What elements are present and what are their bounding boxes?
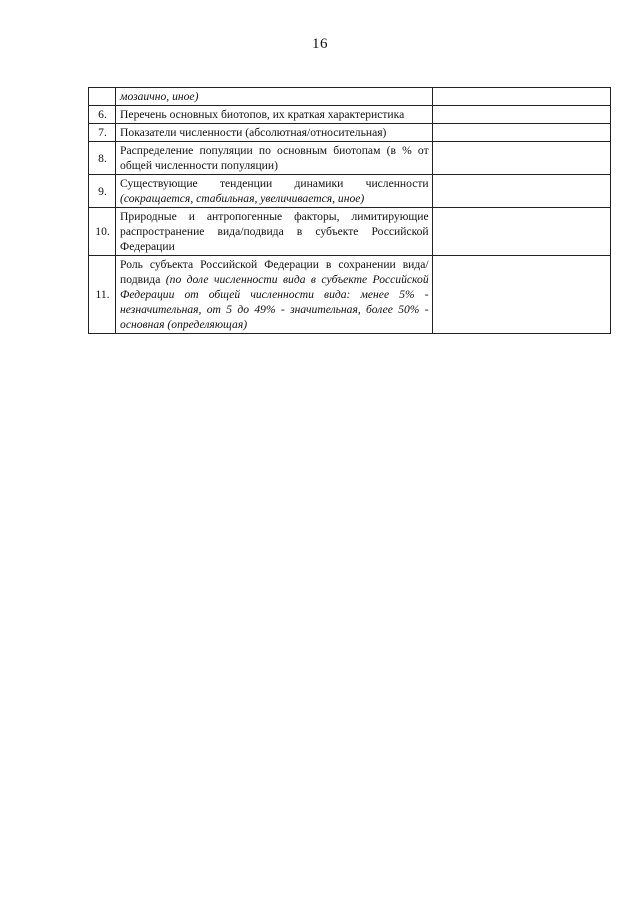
description-note: мозаично, иное) (120, 90, 199, 103)
row-number: 7. (89, 124, 116, 142)
row-description (116, 106, 433, 124)
description-text: Показатели численности (абсолютная/относительная) (120, 126, 387, 139)
species-info-table (88, 87, 611, 334)
row-description (116, 124, 433, 142)
row-description (116, 208, 433, 256)
description-note: (по доле численности вида в субъекте Российской Федерации от общей численности вида: менее 5% - незначительная, от 5 до 49% - значительная, более 50% - основная (определяющая) (120, 273, 429, 331)
row-number: 6. (89, 106, 116, 124)
row-value-cell (432, 256, 610, 334)
table-row (89, 88, 611, 106)
row-value-cell (432, 88, 610, 106)
page-number: 16 (312, 36, 328, 52)
row-value-cell (432, 124, 610, 142)
row-description (116, 175, 433, 208)
description-text: Роль субъекта Российской Федерации в сохранении вида/подвида (120, 258, 429, 286)
table-row (89, 256, 611, 334)
row-number (89, 88, 116, 106)
table-row (89, 142, 611, 175)
description-text: Природные и антропогенные факторы, лимитирующие распространение вида/подвида в субъекте Российской Федерации (120, 210, 429, 253)
row-description (116, 142, 433, 175)
table-row (89, 175, 611, 208)
table-row (89, 208, 611, 256)
row-value-cell (432, 208, 610, 256)
row-number: 10. (89, 208, 116, 256)
row-value-cell (432, 142, 610, 175)
table-row (89, 124, 611, 142)
description-text: Перечень основных биотопов, их краткая характеристика (120, 108, 405, 121)
row-description (116, 256, 433, 334)
row-value-cell (432, 106, 610, 124)
table-body (89, 88, 611, 334)
row-number: 11. (89, 256, 116, 334)
description-note: (сокращается, стабильная, увеличивается, иное) (120, 192, 365, 205)
row-number: 9. (89, 175, 116, 208)
row-number: 8. (89, 142, 116, 175)
row-description (116, 88, 433, 106)
description-text: Распределение популяции по основным биотопам (в % от общей численности популяции) (120, 144, 429, 172)
row-value-cell (432, 175, 610, 208)
description-text: Существующие тенденции динамики численности (120, 177, 429, 190)
table-row (89, 106, 611, 124)
